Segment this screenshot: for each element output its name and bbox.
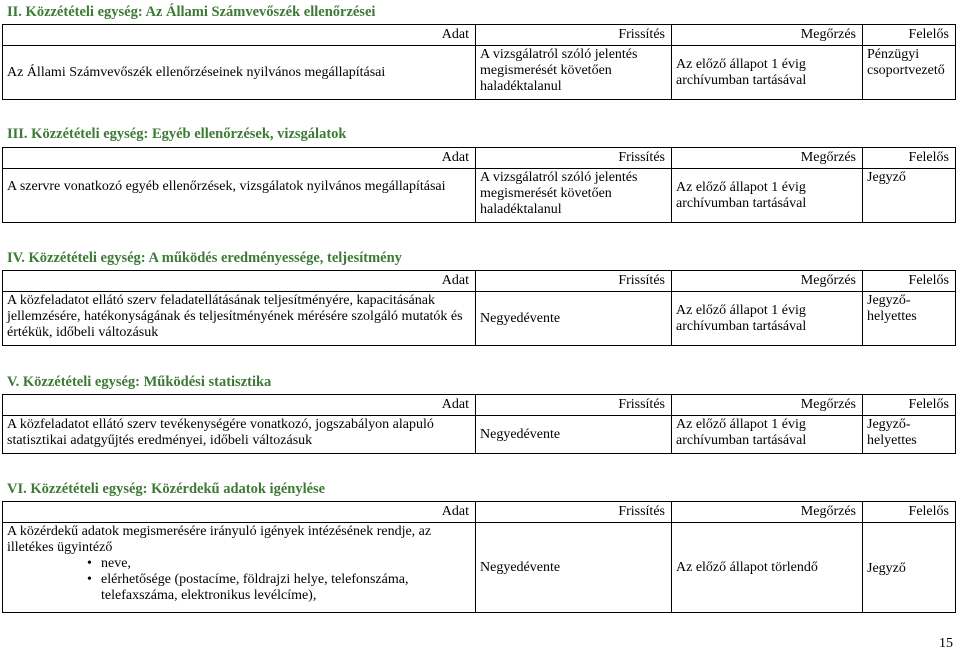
header-frissites: Frissítés: [476, 25, 672, 46]
header-frissites: Frissítés: [476, 148, 672, 169]
cell-frissites: Negyedévente: [476, 416, 672, 454]
header-megorzes: Megőrzés: [672, 148, 863, 169]
table-section-6: [2, 501, 956, 613]
bullet-list: [7, 556, 471, 604]
table-row: [3, 523, 956, 613]
cell-adat: [3, 523, 476, 613]
cell-frissites: Negyedévente: [476, 292, 672, 346]
table-row: [3, 46, 956, 100]
header-row: [3, 395, 956, 416]
cell-adat: A szervre vonatkozó egyéb ellenőrzések, vizsgálatok nyilvános megállapításai: [3, 169, 476, 223]
cell-felelos: Pénzügyi csoportvezető: [863, 46, 956, 100]
section-title-5: V. Közzétételi egység: Működési statisztika: [7, 374, 272, 390]
table-row: [3, 292, 956, 346]
table-section-2: [2, 24, 956, 100]
section-title-6: VI. Közzétételi egység: Közérdekű adatok igénylése: [7, 481, 326, 497]
cell-adat: A közfeladatot ellátó szerv feladatellátásának teljesítményére, kapacitásának jellemzésére, hatékonyságának és teljesítményének mérésére szolgáló mutatók és értékük, időbeli változásuk: [3, 292, 476, 346]
table-row: [3, 416, 956, 454]
cell-frissites: Negyedévente: [476, 523, 672, 613]
list-item: • elérhetősége (postacíme, földrajzi helye, telefonszáma, telefaxszáma, elektronikus levélcíme),: [101, 572, 471, 604]
header-adat: Adat: [3, 395, 476, 416]
header-frissites: Frissítés: [476, 271, 672, 292]
cell-megorzes: Az előző állapot 1 évig archívumban tartásával: [672, 416, 863, 454]
cell-frissites: A vizsgálatról szóló jelentés megismerését követően haladéktalanul: [476, 169, 672, 223]
header-adat: Adat: [3, 148, 476, 169]
table-section-3: [2, 147, 956, 223]
header-felelos: Felelős: [863, 395, 956, 416]
header-felelos: Felelős: [863, 148, 956, 169]
table-section-5: [2, 394, 956, 454]
header-adat: Adat: [3, 502, 476, 523]
cell-adat: A közfeladatot ellátó szerv tevékenységére vonatkozó, jogszabályon alapuló statisztikai adatgyűjtés eredményei, időbeli változásuk: [3, 416, 476, 454]
cell-felelos: Jegyző-helyettes: [863, 416, 956, 454]
page-number: 15: [939, 636, 953, 651]
header-megorzes: Megőrzés: [672, 395, 863, 416]
header-row: [3, 148, 956, 169]
cell-megorzes: Az előző állapot 1 évig archívumban tartásával: [672, 169, 863, 223]
header-frissites: Frissítés: [476, 395, 672, 416]
header-row: [3, 502, 956, 523]
header-felelos: Felelős: [863, 25, 956, 46]
table-row: [3, 169, 956, 223]
table-section-4: [2, 270, 956, 346]
header-row: [3, 25, 956, 46]
cell-adat: Az Állami Számvevőszék ellenőrzéseinek nyilvános megállapításai: [3, 46, 476, 100]
header-adat: Adat: [3, 271, 476, 292]
header-frissites: Frissítés: [476, 502, 672, 523]
header-felelos: Felelős: [863, 502, 956, 523]
cell-megorzes: Az előző állapot 1 évig archívumban tartásával: [672, 292, 863, 346]
header-megorzes: Megőrzés: [672, 271, 863, 292]
section-title-3: III. Közzétételi egység: Egyéb ellenőrzések, vizsgálatok: [7, 126, 347, 142]
cell-felelos: Jegyző: [863, 169, 956, 223]
header-megorzes: Megőrzés: [672, 502, 863, 523]
header-adat: Adat: [3, 25, 476, 46]
list-item: • neve,: [101, 556, 471, 572]
header-row: [3, 271, 956, 292]
cell-felelos: Jegyző: [863, 523, 956, 613]
section-title-2: II. Közzétételi egység: Az Állami Számvevőszék ellenőrzései: [7, 4, 376, 20]
cell-megorzes: Az előző állapot törlendő: [672, 523, 863, 613]
cell-adat-text: A közérdekű adatok megismerésére irányuló igények intézésének rendje, az illetékes ügyintéző: [7, 524, 432, 555]
cell-frissites: A vizsgálatról szóló jelentés megismerését követően haladéktalanul: [476, 46, 672, 100]
cell-megorzes: Az előző állapot 1 évig archívumban tartásával: [672, 46, 863, 100]
section-title-4: IV. Közzétételi egység: A működés eredményessége, teljesítmény: [7, 250, 402, 266]
header-felelos: Felelős: [863, 271, 956, 292]
header-megorzes: Megőrzés: [672, 25, 863, 46]
cell-felelos: Jegyző-helyettes: [863, 292, 956, 346]
